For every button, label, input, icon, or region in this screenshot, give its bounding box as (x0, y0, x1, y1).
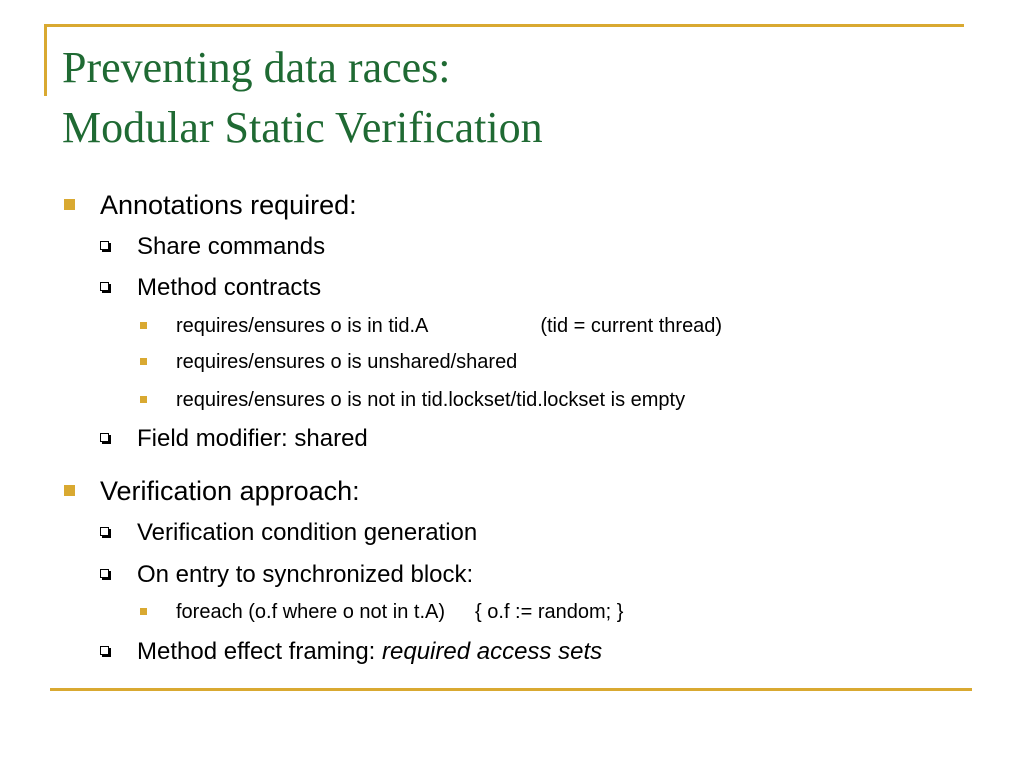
bullet-code: { o.f := random; } (475, 601, 624, 623)
title-line-1: Preventing data races: (62, 43, 451, 92)
subbullet-effect-framing (137, 638, 602, 666)
bullet-text: requires/ensures o is not in tid.lockset/tid.lockset is empty (176, 389, 686, 411)
hollow-square-bullet-icon (100, 527, 109, 536)
bullet-text: Method effect framing: (137, 638, 383, 665)
subbullet-vc-generation (137, 519, 477, 547)
contract-unshared (176, 351, 517, 374)
bullet-verification-approach (100, 476, 360, 507)
subbullet-method-contracts (137, 274, 321, 302)
bottom-rule (50, 688, 972, 691)
square-bullet-icon (140, 322, 147, 329)
subbullet-sync-entry (137, 561, 473, 589)
top-rule (44, 24, 964, 27)
bullet-text: Field modifier: shared (137, 425, 368, 452)
square-bullet-icon (64, 199, 75, 210)
bullet-text: Verification condition generation (137, 519, 478, 546)
subbullet-field-modifier (137, 425, 368, 453)
bullet-text: Share commands (137, 233, 326, 260)
square-bullet-icon (140, 396, 147, 403)
bullet-text: Annotations required: (100, 190, 357, 220)
title-line-2: Modular Static Verification (62, 103, 543, 152)
bullet-emphasis: required access sets (382, 638, 603, 665)
slide-title (62, 38, 543, 158)
bullet-text: requires/ensures o is unshared/shared (176, 351, 518, 373)
bullet-text: Verification approach: (100, 476, 360, 506)
square-bullet-icon (140, 608, 147, 615)
bullet-annotations-required (100, 190, 357, 221)
bullet-text: On entry to synchronized block: (137, 561, 474, 588)
bullet-text: foreach (o.f where o not in t.A) (176, 601, 446, 623)
subbullet-share-commands (137, 233, 325, 261)
square-bullet-icon (64, 485, 75, 496)
contract-lockset (176, 389, 685, 412)
bullet-note: (tid = current thread) (540, 315, 723, 337)
foreach-rule (176, 601, 623, 624)
contract-in-tid (176, 315, 722, 338)
square-bullet-icon (140, 358, 147, 365)
hollow-square-bullet-icon (100, 241, 109, 250)
hollow-square-bullet-icon (100, 569, 109, 578)
left-rule (44, 24, 47, 96)
hollow-square-bullet-icon (100, 433, 109, 442)
bullet-text: Method contracts (137, 274, 322, 301)
hollow-square-bullet-icon (100, 282, 109, 291)
hollow-square-bullet-icon (100, 646, 109, 655)
bullet-text: requires/ensures o is in tid.A (176, 315, 429, 337)
